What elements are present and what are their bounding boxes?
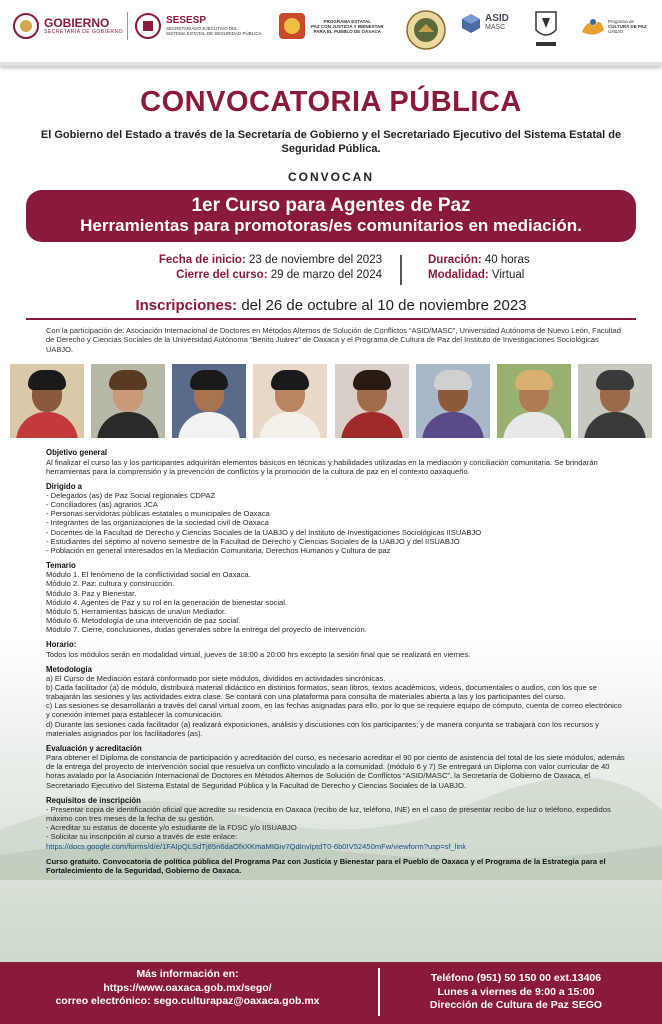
photo-body <box>259 412 321 438</box>
registration-link[interactable]: https://docs.google.com/forms/d/e/1FAIpQLSdTj85n6daOfxXKmaMIGiv7QdInvIptdT0-6b0IV52450mFw/viewform?usp=sf_link <box>46 841 467 851</box>
metodologia-item: d) Durante las sesiones cada facilitador (a) realizará exposiciones, análisis y discusiones con los participantes; y de manera conjunta se trabajará con los recursos y materiales asignados por los facilitadores (as). <box>46 719 599 738</box>
phone-text: Teléfono (951) 50 150 00 ext.13406 <box>430 972 602 984</box>
photo-hair <box>109 370 147 390</box>
temario-item: Módulo 2. Paz: cultura y construcción. <box>46 579 175 589</box>
dates-left-column <box>159 253 382 283</box>
metodologia-item: b) Cada facilitador (a) de módulo, distribuirá material didáctico en distintos formatos, sean libros, textos académicos, videos, documentales o audios, con los que se trabajarán las sesiones y las actividades extra clase. Se contará con una plataforma para consulta de materiales abierta a las y los participantes del curso. <box>46 683 597 702</box>
metodologia-item: c) Las sesiones se desarrollarán a través del canal virtual zoom, en las fechas asignadas para ello, por lo que se requiere equipo de cómputo, cuenta de correo electrónico y conexión internet para establecer la comunicación. <box>46 701 622 720</box>
list-item: - Integrantes de las organizaciones de la sociedad civil de Oaxaca <box>46 518 626 527</box>
duracion-label: Duración: <box>428 254 482 266</box>
list-item: - Presentar copia de identificación oficial que acredite su residencia en Oaxaca (recibo de luz, teléfono, INE) en el caso de presentar recibo de luz o teléfono, expedidos máximo con tres meses de la fecha de su gestión. <box>46 805 626 823</box>
cierre-value: 29 de marzo del 2024 <box>270 269 382 281</box>
photo-body <box>97 412 159 438</box>
evaluacion-text: Para obtener el Diploma de constancia de participación y acreditación del curso, es necesario acreditar el 90 por ciento de asistencia del total de los siete módulos, además de la entrega del proyecto de intervención social que resuelva un conflicto vinculado a la comunidad. (módulo 6 y 7) Se entregará un Diploma con valor curricular de 40 horas avalado por la Asociación Internacional de Doctores en Métodos Alternos de Solución de Conflictos “ASID/MASC”, la Secretaría de Gobierno de Oaxaca, el Secretariado Ejecutivo del Sistema Estatal de Seguridad Pública y la Facultad de Derecho y Ciencias Sociales de la UABJO. <box>46 753 625 790</box>
objetivo-section <box>46 448 626 476</box>
requisitos-section <box>46 796 626 851</box>
temario-section <box>46 561 626 634</box>
gobierno-logo-sub: SECRETARÍA DE GOBIERNO <box>44 29 123 35</box>
photo-body <box>503 412 565 438</box>
facilitator-photo-5 <box>335 364 409 438</box>
horario-text: Todos los módulos serán en modalidad virtual, jueves de 18:00 a 20:00 hrs excepto la sesión final que se realizará en viernes. <box>46 649 471 659</box>
modalidad-value: Virtual <box>491 269 525 281</box>
sesesp-logo-sub1: SECRETARIADO EJECUTIVO DEL <box>166 26 238 31</box>
programa-line3: PARA EL PUEBLO DE OAXACA <box>313 28 381 34</box>
photo-hair <box>596 370 634 390</box>
sesesp-logo-name: SESESP <box>166 15 207 26</box>
temario-item: Módulo 5. Herramientas básicas de una/un Mediador. <box>46 606 227 616</box>
metodologia-section <box>46 665 626 738</box>
dates-right-column <box>428 253 530 283</box>
photo-hair <box>190 370 228 390</box>
sesesp-logo <box>134 12 262 40</box>
list-item: - Conciliadores (as) agrarios JCA <box>46 500 626 509</box>
photo-body <box>584 412 646 438</box>
convocan-heading: CONVOCAN <box>287 170 374 184</box>
facilitator-photo-7 <box>497 364 571 438</box>
programa-paz-logo <box>278 12 384 40</box>
cultura-paz-logo <box>580 12 647 40</box>
dates-divider <box>400 255 402 285</box>
inscripciones-line <box>0 297 662 314</box>
divider-line <box>26 318 636 320</box>
facilitator-photo-2 <box>91 364 165 438</box>
cultura-line3: UABJO <box>608 28 624 34</box>
sesesp-logo-sub2: SISTEMA ESTATAL DE SEGURIDAD PÚBLICA <box>166 31 262 36</box>
dirigido-title: Dirigido a <box>46 481 82 491</box>
asid-name: ASID <box>485 13 509 24</box>
state-seal-icon <box>406 10 446 50</box>
footer-right <box>385 972 647 1013</box>
photo-hair <box>353 370 391 390</box>
list-item: - Acreditar su estatus de docente y/o estudiante de la FDSC y/o IISUABJO <box>46 823 626 832</box>
metodologia-title: Metodología <box>46 664 92 674</box>
cierre-label: Cierre del curso: <box>176 269 268 281</box>
facilitator-photo-8 <box>578 364 652 438</box>
course-title-banner <box>26 190 636 242</box>
list-item: - Estudiantes del séptimo al noveno semestre de la Facultad de Derecho y Ciencias Sociales de la UABJO y del IISUABJO <box>46 537 626 546</box>
course-subtitle: Herramientas para promotoras/es comunitarios en mediación. <box>80 216 582 235</box>
duracion-value: 40 horas <box>484 254 530 266</box>
photo-hair <box>434 370 472 390</box>
temario-item: Módulo 6. Metodología de una intervención de paz social. <box>46 615 241 625</box>
temario-title: Temario <box>46 560 76 570</box>
mas-info-label: Más información en: <box>136 968 239 980</box>
asid-cube-icon <box>460 12 482 34</box>
modalidad-label: Modalidad: <box>428 269 489 281</box>
facilitator-photo-6 <box>416 364 490 438</box>
university-shield-icon <box>532 8 560 50</box>
website-link[interactable]: https://www.oaxaca.gob.mx/sego/ <box>103 981 272 994</box>
state-seal-logo <box>406 10 446 50</box>
closing-statement: Curso gratuito. Convocatoria de política pública del Programa Paz con Justicia y Bienestar para el Pueblo de Oaxaca y el Programa de la Estrategia para el Fortalecimiento de la Seguridad, Gobierno de Oaxaca. <box>46 856 606 875</box>
photo-body <box>178 412 240 438</box>
dove-hands-icon <box>580 12 606 40</box>
programa-line1: PROGRAMA ESTATAL <box>323 18 372 24</box>
oaxaca-emblem-icon <box>12 12 40 40</box>
course-details <box>46 448 626 882</box>
evaluacion-title: Evaluación y acreditación <box>46 743 142 753</box>
inicio-value: 23 de noviembre del 2023 <box>249 254 382 266</box>
logo-divider <box>127 12 128 40</box>
programa-line2: PAZ CON JUSTICIA Y BIENESTAR <box>311 23 384 29</box>
office-text: Dirección de Cultura de Paz SEGO <box>429 999 603 1011</box>
photo-body <box>16 412 78 438</box>
header-logos-bar <box>0 0 662 66</box>
temario-item: Módulo 4. Agentes de Paz y su rol en la generación de bienestar social. <box>46 597 288 607</box>
objetivo-title: Objetivo general <box>46 448 108 457</box>
university-shield-logo <box>532 8 560 50</box>
course-dates <box>0 253 662 287</box>
photo-hair <box>271 370 309 390</box>
intro-text: El Gobierno del Estado a través de la Secretaría de Gobierno y el Secretariado Ejecutivo del Sistema Estatal de Seguridad Pública. <box>40 129 622 155</box>
horario-title: Horario: <box>46 640 77 649</box>
gobierno-logo-name: GOBIERNO <box>44 16 110 30</box>
evaluacion-section <box>46 744 626 790</box>
footer-divider <box>378 968 380 1016</box>
temario-item: Módulo 1. El fenómeno de la conflictividad social en Oaxaca. <box>46 570 251 580</box>
temario-item: Módulo 7. Cierre, conclusiones, dudas generales sobre la entrega del proyecto de intervención. <box>46 624 367 634</box>
photo-hair <box>28 370 66 390</box>
list-item: - Personas servidoras públicas estatales o municipales de Oaxaca <box>46 509 626 518</box>
sesesp-emblem-icon <box>134 12 162 40</box>
list-item: - Solicitar su inscripción al curso a través de este enlace: <box>46 832 626 841</box>
inicio-label: Fecha de inicio: <box>158 254 246 266</box>
requisitos-title: Requisitos de inscripción <box>46 795 141 805</box>
photo-body <box>422 412 484 438</box>
list-item: - Población en general interesados en la Mediación Comunitaria, Derechos Humanos y Cultura de paz <box>46 546 626 555</box>
page-title: CONVOCATORIA PÚBLICA <box>140 86 522 118</box>
dirigido-list <box>46 491 626 555</box>
list-item: - Docentes de la Facultad de Derecho y Ciencias Sociales de la UABJO y del Instituto de Investigaciones Sociológicas IISUABJO <box>46 528 626 537</box>
facilitator-photo-3 <box>172 364 246 438</box>
list-item: - Delegados (as) de Paz Social regionales CDPAZ <box>46 491 626 500</box>
facilitator-photo-1 <box>10 364 84 438</box>
footer-contact <box>0 962 662 1024</box>
dirigido-section <box>46 482 626 555</box>
participation-text: Con la participación de: Asociación Internacional de Doctores en Métodos Alternos de Solución de Conflictos “ASID/MASC”, Universidad Autónoma de Nuevo León, Facultad de Derecho y Ciencias Sociales de la Universidad Autónoma “Benito Juárez” de Oaxaca y el Programa de Cultura de Paz del Instituto de Investigaciones Sociológicas UABJO. <box>46 326 621 354</box>
gobierno-logo <box>12 12 132 40</box>
email-link[interactable]: correo electrónico: sego.culturapaz@oaxaca.gob.mx <box>55 995 320 1007</box>
metodologia-item: a) El Curso de Mediación estará conformado por siete módulos, divididos en actividades sincrónicas. <box>46 674 386 684</box>
facilitator-photos <box>10 364 652 438</box>
asid-masc-logo <box>460 12 509 34</box>
objetivo-text: Al finalizar el curso las y los participantes adquirirán elementos básicos en técnicas y habilidades utilizadas en la mediación y conciliación comunitaria. Se brindarán herramientas para la comprensión y la prevención de conflictos y la promoción de la cultura de paz en el contexto oaxaqueño. <box>46 457 598 476</box>
photo-hair <box>515 370 553 390</box>
inscripciones-value: del 26 de octubre al 10 de noviembre 2023 <box>241 297 527 314</box>
hands-globe-icon <box>278 12 306 40</box>
cultura-line1: Programa de <box>608 18 635 24</box>
photo-body <box>341 412 403 438</box>
facilitator-photo-4 <box>253 364 327 438</box>
cultura-line2: CULTURA DE PAZ <box>608 23 647 29</box>
course-title: 1er Curso para Agentes de Paz <box>191 195 471 216</box>
temario-item: Módulo 3. Paz y Bienestar. <box>46 588 137 598</box>
requisitos-list <box>46 805 626 841</box>
asid-sub: MASC <box>485 24 506 31</box>
hours-text: Lunes a viernes de 9:00 a 15:00 <box>437 985 595 998</box>
footer-left <box>0 968 375 1009</box>
inscripciones-label: Inscripciones: <box>135 297 238 314</box>
horario-section <box>46 640 626 659</box>
